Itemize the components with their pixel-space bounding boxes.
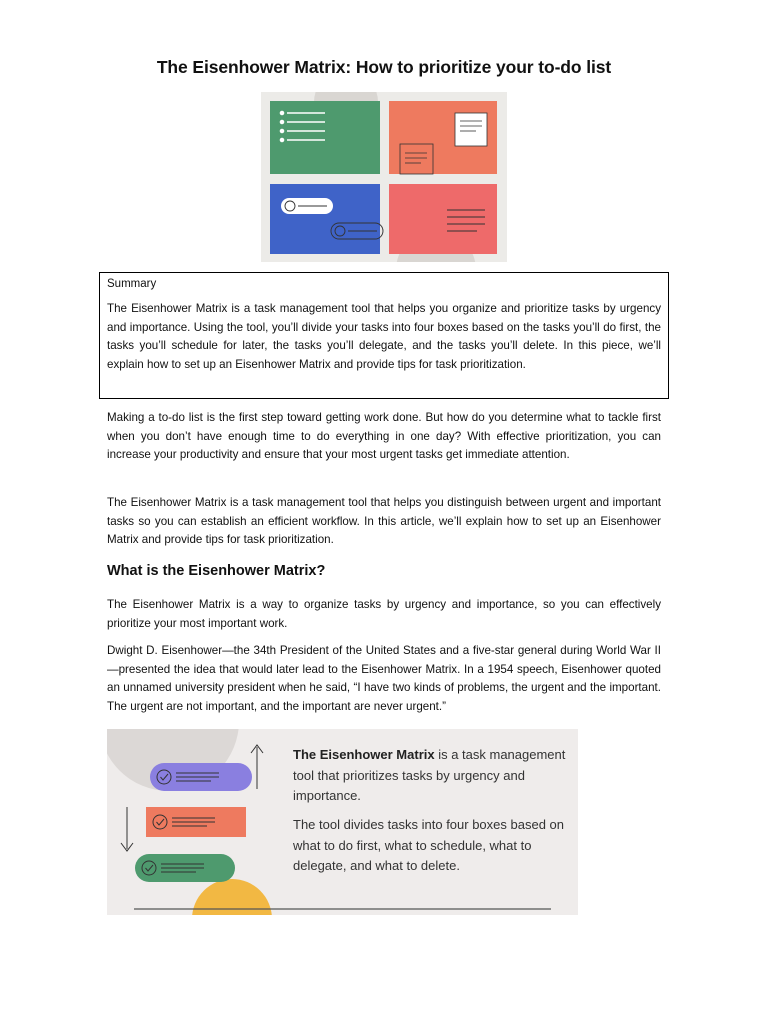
summary-text: The Eisenhower Matrix is a task management tool that helps you organize and prioritize tasks by urgency and importance. Using the tool, you’ll divide your tasks into four boxes based on the tasks you’ll do first, the tasks you’ll schedule for later, the tasks you’ll delegate, and the tasks you’ll delete. In this piece, we’ll explain how to set up an Eisenhower Matrix and provide tips for task prioritization. xyxy=(107,302,661,372)
intro-paragraph-2: The Eisenhower Matrix is a task management tool that helps you distinguish between urgent and important tasks so you can establish an efficient workflow. In this article, we’ll explain how to set up an Eisenhower Matrix and provide tips for task prioritization. xyxy=(107,496,661,547)
info-card-text-1 xyxy=(293,745,568,807)
summary-heading: Summary xyxy=(107,278,157,290)
matrix-illustration xyxy=(261,92,507,262)
delegate-quadrant xyxy=(270,184,380,254)
section-heading: What is the Eisenhower Matrix? xyxy=(107,563,326,579)
delete-quadrant xyxy=(389,184,497,254)
info-card-text-1-rest: is a task management tool that prioritizes tasks by urgency and importance. xyxy=(293,747,566,803)
summary-box xyxy=(99,272,669,399)
section-paragraph-2: Dwight D. Eisenhower—the 34th President of the United States and a five-star general during World War II—presented the idea that would later lead to the Eisenhower Matrix. In a 1954 speech, Eisenhower quoted an unnamed university president when he said, “I have two kinds of problems, the urgent and the important. The urgent are not important, and the important are never urgent.” xyxy=(107,644,661,714)
do-first-quadrant xyxy=(270,101,380,174)
info-card-illustration xyxy=(107,729,578,915)
intro-paragraph: Making a to-do list is the first step toward getting work done. But how do you determine what to tackle first when you don’t have enough time to do everything in one day? With effective prioritization, you can increase your productivity and ensure that your most urgent tasks get immediate attention. xyxy=(107,411,661,462)
section-paragraph: The Eisenhower Matrix is a way to organize tasks by urgency and importance, so you can effectively prioritize your most important work. xyxy=(107,598,661,630)
page-title: The Eisenhower Matrix: How to prioritize your to-do list xyxy=(156,57,612,77)
info-card-text-2: The tool divides tasks into four boxes based on what to do first, what to schedule, what to delegate, and what to delete. xyxy=(293,817,564,873)
info-card-bold-lead: The Eisenhower Matrix xyxy=(293,747,435,762)
